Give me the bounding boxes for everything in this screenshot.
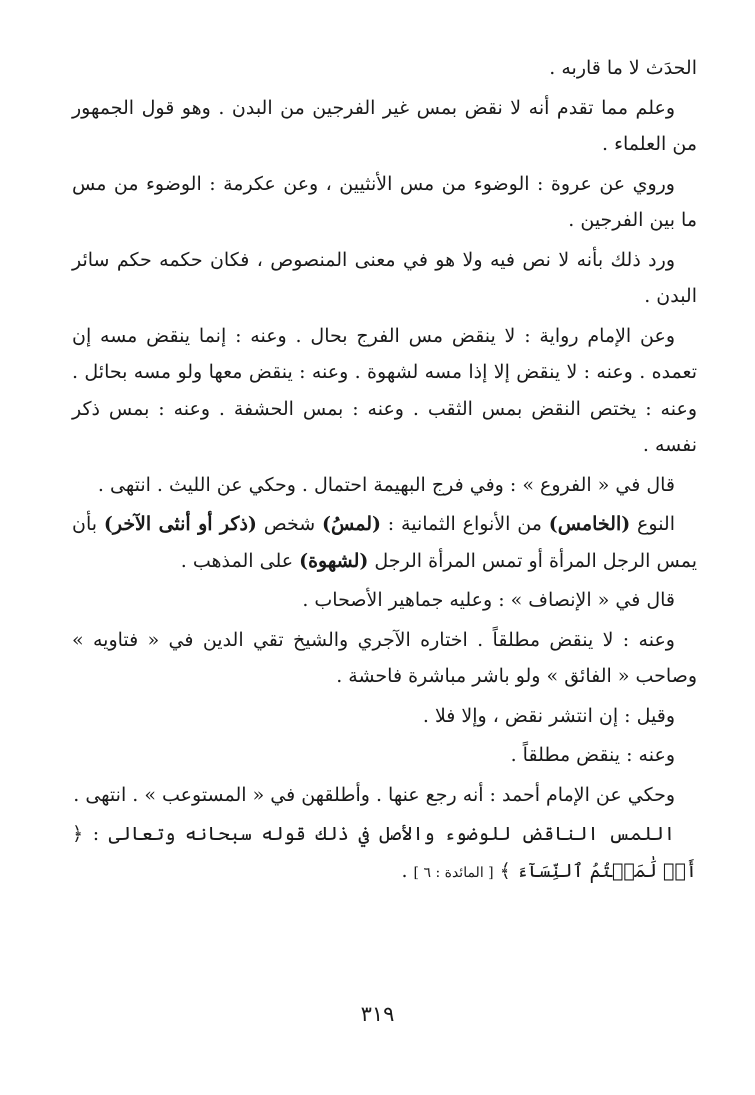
paragraph-3: وروي عن عروة : الوضوء من مس الأنثيين ، وعن عكرمة : الوضوء من مس ما بين الفرجين . (72, 172, 697, 231)
paragraph-8: قال في « الإنصاف » : وعليه جماهير الأصحاب . (302, 589, 675, 611)
paragraph-7 (72, 506, 697, 579)
p7-text-3: شخص (256, 513, 323, 535)
p7-bold-3: (ذكر أو أنثى الآخر) (103, 513, 257, 535)
paragraph-12: وحكي عن الإمام أحمد : أنه رجع عنها . وأطلقهن في « المستوعب » . انتهى . (73, 783, 675, 806)
p7-text-4: بأن يمس الرجل المرأة أو تمس المرأة الرجل (72, 513, 697, 572)
paragraph-13 (72, 816, 697, 891)
p7-bold-2: (لمسُ) (322, 513, 381, 535)
p7-bold-1: (الخامس) (548, 513, 631, 535)
paragraph-2: وعلم مما تقدم أنه لا نقض بمس غير الفرجين من البدن . وهو قول الجمهور من العلماء . (72, 96, 697, 155)
paragraph-1: الحدَث لا ما قاربه . (549, 57, 697, 79)
paragraph-11: وعنه : ينقض مطلقاً . (510, 744, 675, 766)
paragraph-9: وعنه : لا ينقض مطلقاً . اختاره الآجري والشيخ تقي الدين في « فتاويه » وصاحب « الفائق » ولو باشر مباشرة فاحشة . (72, 628, 697, 687)
p7-text-5: على المذهب . (180, 549, 300, 572)
paragraph-10: وقيل : إن انتشر نقض ، وإلا فلا . (422, 704, 675, 727)
p13-end: . (401, 859, 414, 882)
page-number: ٣١٩ (360, 1002, 395, 1026)
paragraph-6: قال في « الفروع » : وفي فرج البهيمة احتمال . وحكي عن الليث . انتهى . (97, 473, 675, 496)
paragraph-5: وعن الإمام رواية : لا ينقض مس الفرج بحال . وعنه : إنما ينقض مسه إن تعمده . وعنه : لا ينقض إلا إذا مسه لشهوة . وعنه : ينقض معها ولو مسه بحائل . وعنه : يختص النقض بمس الثقب . وعنه : بمس الحشفة . وعنه : بمس ذكر نفسه . (72, 324, 697, 456)
p7-text-2: من الأنواع الثمانية : (381, 513, 549, 535)
verse-citation: [ المائدة : ٦ ] (413, 864, 494, 881)
p7-bold-4: (لشهوة) (299, 549, 369, 572)
quran-verse-text: اللمس الناقض للوضوء والأصل في ذلك قوله سبحانه وتعالى : ﴿ أَوۡ لَٰمَسۡتُمُ ٱلنِّسَآءَ ﴾ (72, 823, 697, 882)
paragraph-4: ورد ذلك بأنه لا نص فيه ولا هو في معنى المنصوص ، فكان حكمه حكم سائر البدن . (72, 248, 697, 307)
p7-text-1: النوع (630, 513, 675, 535)
page-body (72, 50, 697, 894)
